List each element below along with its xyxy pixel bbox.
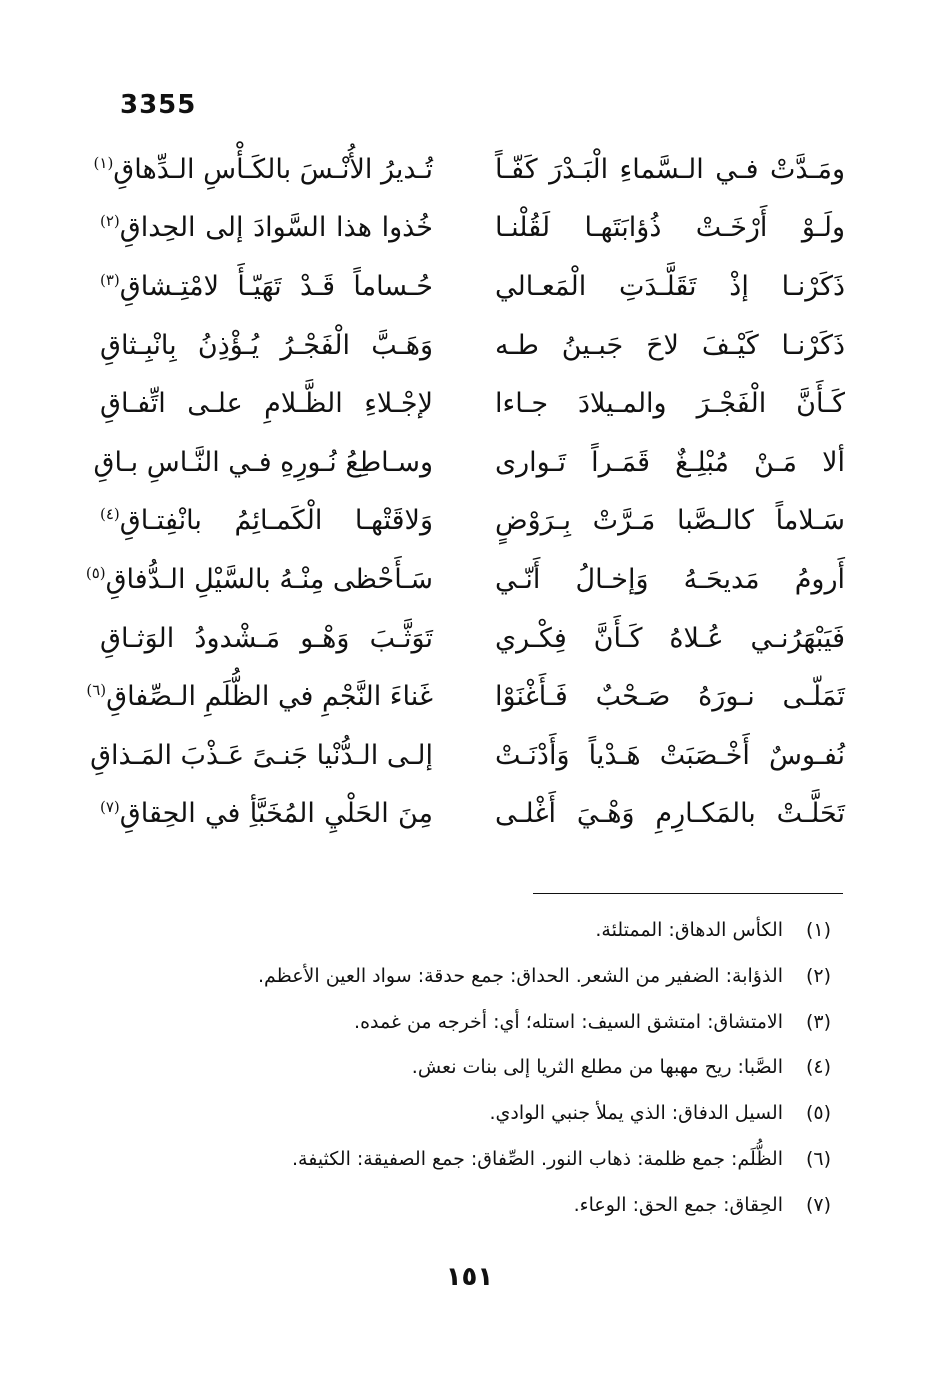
verse-second-hemistich (90, 739, 433, 771)
verse-second-hemistich (100, 798, 433, 830)
footnotes (131, 908, 831, 1229)
verse-second-hemistich-text: خُذوا هذا السَّوادَ إلى الحِداقِ (119, 212, 433, 244)
footnote-text: الحِقاق: جمع الحق: الوعاء. (573, 1193, 783, 1216)
verse-line (100, 316, 845, 375)
verse-first-hemistich: ذَكَرْنـا إذْ تَقَلَّـدَتِ الْمَعـالي (495, 270, 845, 302)
verse-line (100, 609, 845, 668)
footnote (131, 1137, 831, 1183)
verse-second-hemistich-text: وَلاقَتْهـا الْكَمـائِمُ بانْفِتـاقِ (119, 505, 433, 537)
verse-second-hemistich (100, 388, 433, 420)
footnote-reference: (٧) (100, 798, 120, 817)
footnote-text: الذؤابة: الضفير من الشعر. الحداق: جمع حدقة: سواد العين الأعظم. (257, 964, 783, 987)
footnote-number: (٦) (805, 1147, 831, 1170)
footnote-text: الكأس الدهاق: الممتلئة. (595, 919, 783, 941)
verse-second-hemistich (93, 446, 433, 478)
verse-first-hemistich: ولَـوْ أَرْخَـتْ ذُؤابَتَهـا لَقُلْنـا (495, 212, 845, 244)
verse-second-hemistich (100, 270, 433, 302)
verse-line (100, 374, 845, 433)
footnote (131, 1183, 831, 1229)
verse-line (93, 433, 845, 492)
verse-first-hemistich: ألا مَـنْ مُبْلِـغٌ قَمَـراً تَـوارى (495, 446, 845, 478)
verse-second-hemistich (100, 212, 433, 244)
verse-line (93, 140, 845, 199)
footnote (131, 1045, 831, 1091)
verse-first-hemistich: كَـأَنَّ الْفَجْـرَ والمـيلادَ جـاءا (495, 388, 845, 420)
footnote (131, 908, 831, 954)
verse-second-hemistich (86, 681, 433, 713)
footnote-reference: (٥) (85, 563, 106, 582)
verse-line (90, 726, 845, 785)
footnote-text: الامتشاق: امتشق السيف: استله؛ أي: أخرجه من غمده. (354, 1010, 783, 1033)
verse-first-hemistich: فَيَبْهَرُنـي عُـلاهُ كَـأَنَّ فِكْـري (495, 622, 845, 654)
footnote-number: (٥) (805, 1102, 831, 1125)
verse-first-hemistich: ومَـدَّتْ فـي الـسَّماءِ الْبَـدْرَ كَفّـاً (495, 153, 845, 185)
verse-line (100, 257, 845, 316)
footnote-number: (٧) (805, 1193, 831, 1216)
footnote-reference: (١) (93, 153, 114, 172)
verse-first-hemistich: ذَكَرْنـا كَيْـفَ لاحَ جَبـينُ طـه (495, 329, 845, 361)
verse-second-hemistich-text: غَناءَ النَّجْمِ في الظُّلَمِ الـصِّفاقِ (106, 681, 433, 713)
document-id: 3355 (120, 90, 197, 120)
poem (85, 140, 845, 843)
verse-second-hemistich (100, 505, 433, 537)
footnote-reference: (٤) (100, 505, 120, 524)
footnote-number: (٤) (805, 1056, 831, 1079)
verse-line (100, 492, 845, 551)
verse-second-hemistich-text: سَـأَحْظى مِنْـهُ بالسَّيْلِ الـدُّفاقِ (105, 563, 433, 595)
verse-second-hemistich (93, 153, 433, 185)
verse-second-hemistich-text: تُـديرُ الأُنْـسَ بالكَـأْسِ الـدِّهاقِ (113, 153, 433, 185)
verse-line (100, 785, 845, 844)
verse-second-hemistich-text: إلـى الـدُّنْيا جَنـىً عَـذْبَ المَـذاقِ (90, 739, 433, 771)
footnote-reference: (٦) (86, 681, 107, 700)
verse-first-hemistich: سَـلاماً كالـصَّبا مَـرَّتْ بِـرَوْضٍ (495, 505, 845, 537)
footnote (131, 954, 831, 1000)
verse-line (85, 550, 845, 609)
footnote-text: الظُّلَم: جمع ظلمة: ذهاب النور. الصِّفاق: جمع الصفيقة: الكثيفة. (291, 1147, 783, 1170)
verse-second-hemistich-text: تَوَثَّـبَ وَهْـو مَـشْدودُ الوَثـاقِ (100, 622, 433, 654)
verse-second-hemistich (85, 563, 433, 595)
verse-first-hemistich: نُفـوسٌ أَخْـصَبَتْ هَـدْياً وَأَدْنَـتْ (495, 739, 845, 771)
page-number: ١٥١ (445, 1262, 494, 1292)
footnote-number: (٣) (805, 1010, 831, 1033)
footnote-number: (٢) (805, 964, 831, 987)
verse-second-hemistich (100, 622, 433, 654)
verse-first-hemistich: تَحَلَّـتْ بالمَكـارِمِ وَهْـيَ أَغْلـى (495, 798, 845, 830)
footnote-divider (533, 893, 843, 894)
footnote-reference: (٢) (100, 212, 120, 231)
footnote-text: الصَّبا: ريح مهبها من مطلع الثريا إلى بنات نعش. (411, 1056, 783, 1079)
verse-second-hemistich-text: وَهَـبَّ الْفَجْـرُ يُـؤْذِنُ بِانْبِـثاقِ (100, 329, 433, 361)
verse-second-hemistich-text: لإجْـلاءِ الظَّـلامِ علـى اتِّفـاقِ (100, 388, 433, 420)
verse-first-hemistich: أَرومُ مَديحَـهُ وَإخـالُ أَنّـي (495, 563, 845, 595)
verse-second-hemistich-text: وسـاطِعُ نُـورِهِ فـي النَّـاسِ بـاقِ (93, 446, 433, 478)
verse-line (100, 199, 845, 258)
verse-first-hemistich: تَمَلّـى نـورَهُ صَـحْبٌ فَـأَغْنَوْا (495, 681, 845, 713)
verse-line (86, 667, 845, 726)
verse-second-hemistich-text: مِنَ الحَلْيِ المُخَبَّأِ في الحِقاقِ (119, 798, 433, 830)
footnote (131, 1091, 831, 1137)
verse-second-hemistich-text: حُـساماً قَـدْ تَهَيّـأَ لامْتِـشاقِ (119, 270, 433, 302)
footnote-number: (١) (805, 919, 831, 941)
footnote-reference: (٣) (100, 270, 120, 289)
footnote (131, 1000, 831, 1046)
verse-second-hemistich (100, 329, 433, 361)
footnote-text: السيل الدفاق: الذي يملأ جنبي الوادي. (489, 1102, 783, 1125)
